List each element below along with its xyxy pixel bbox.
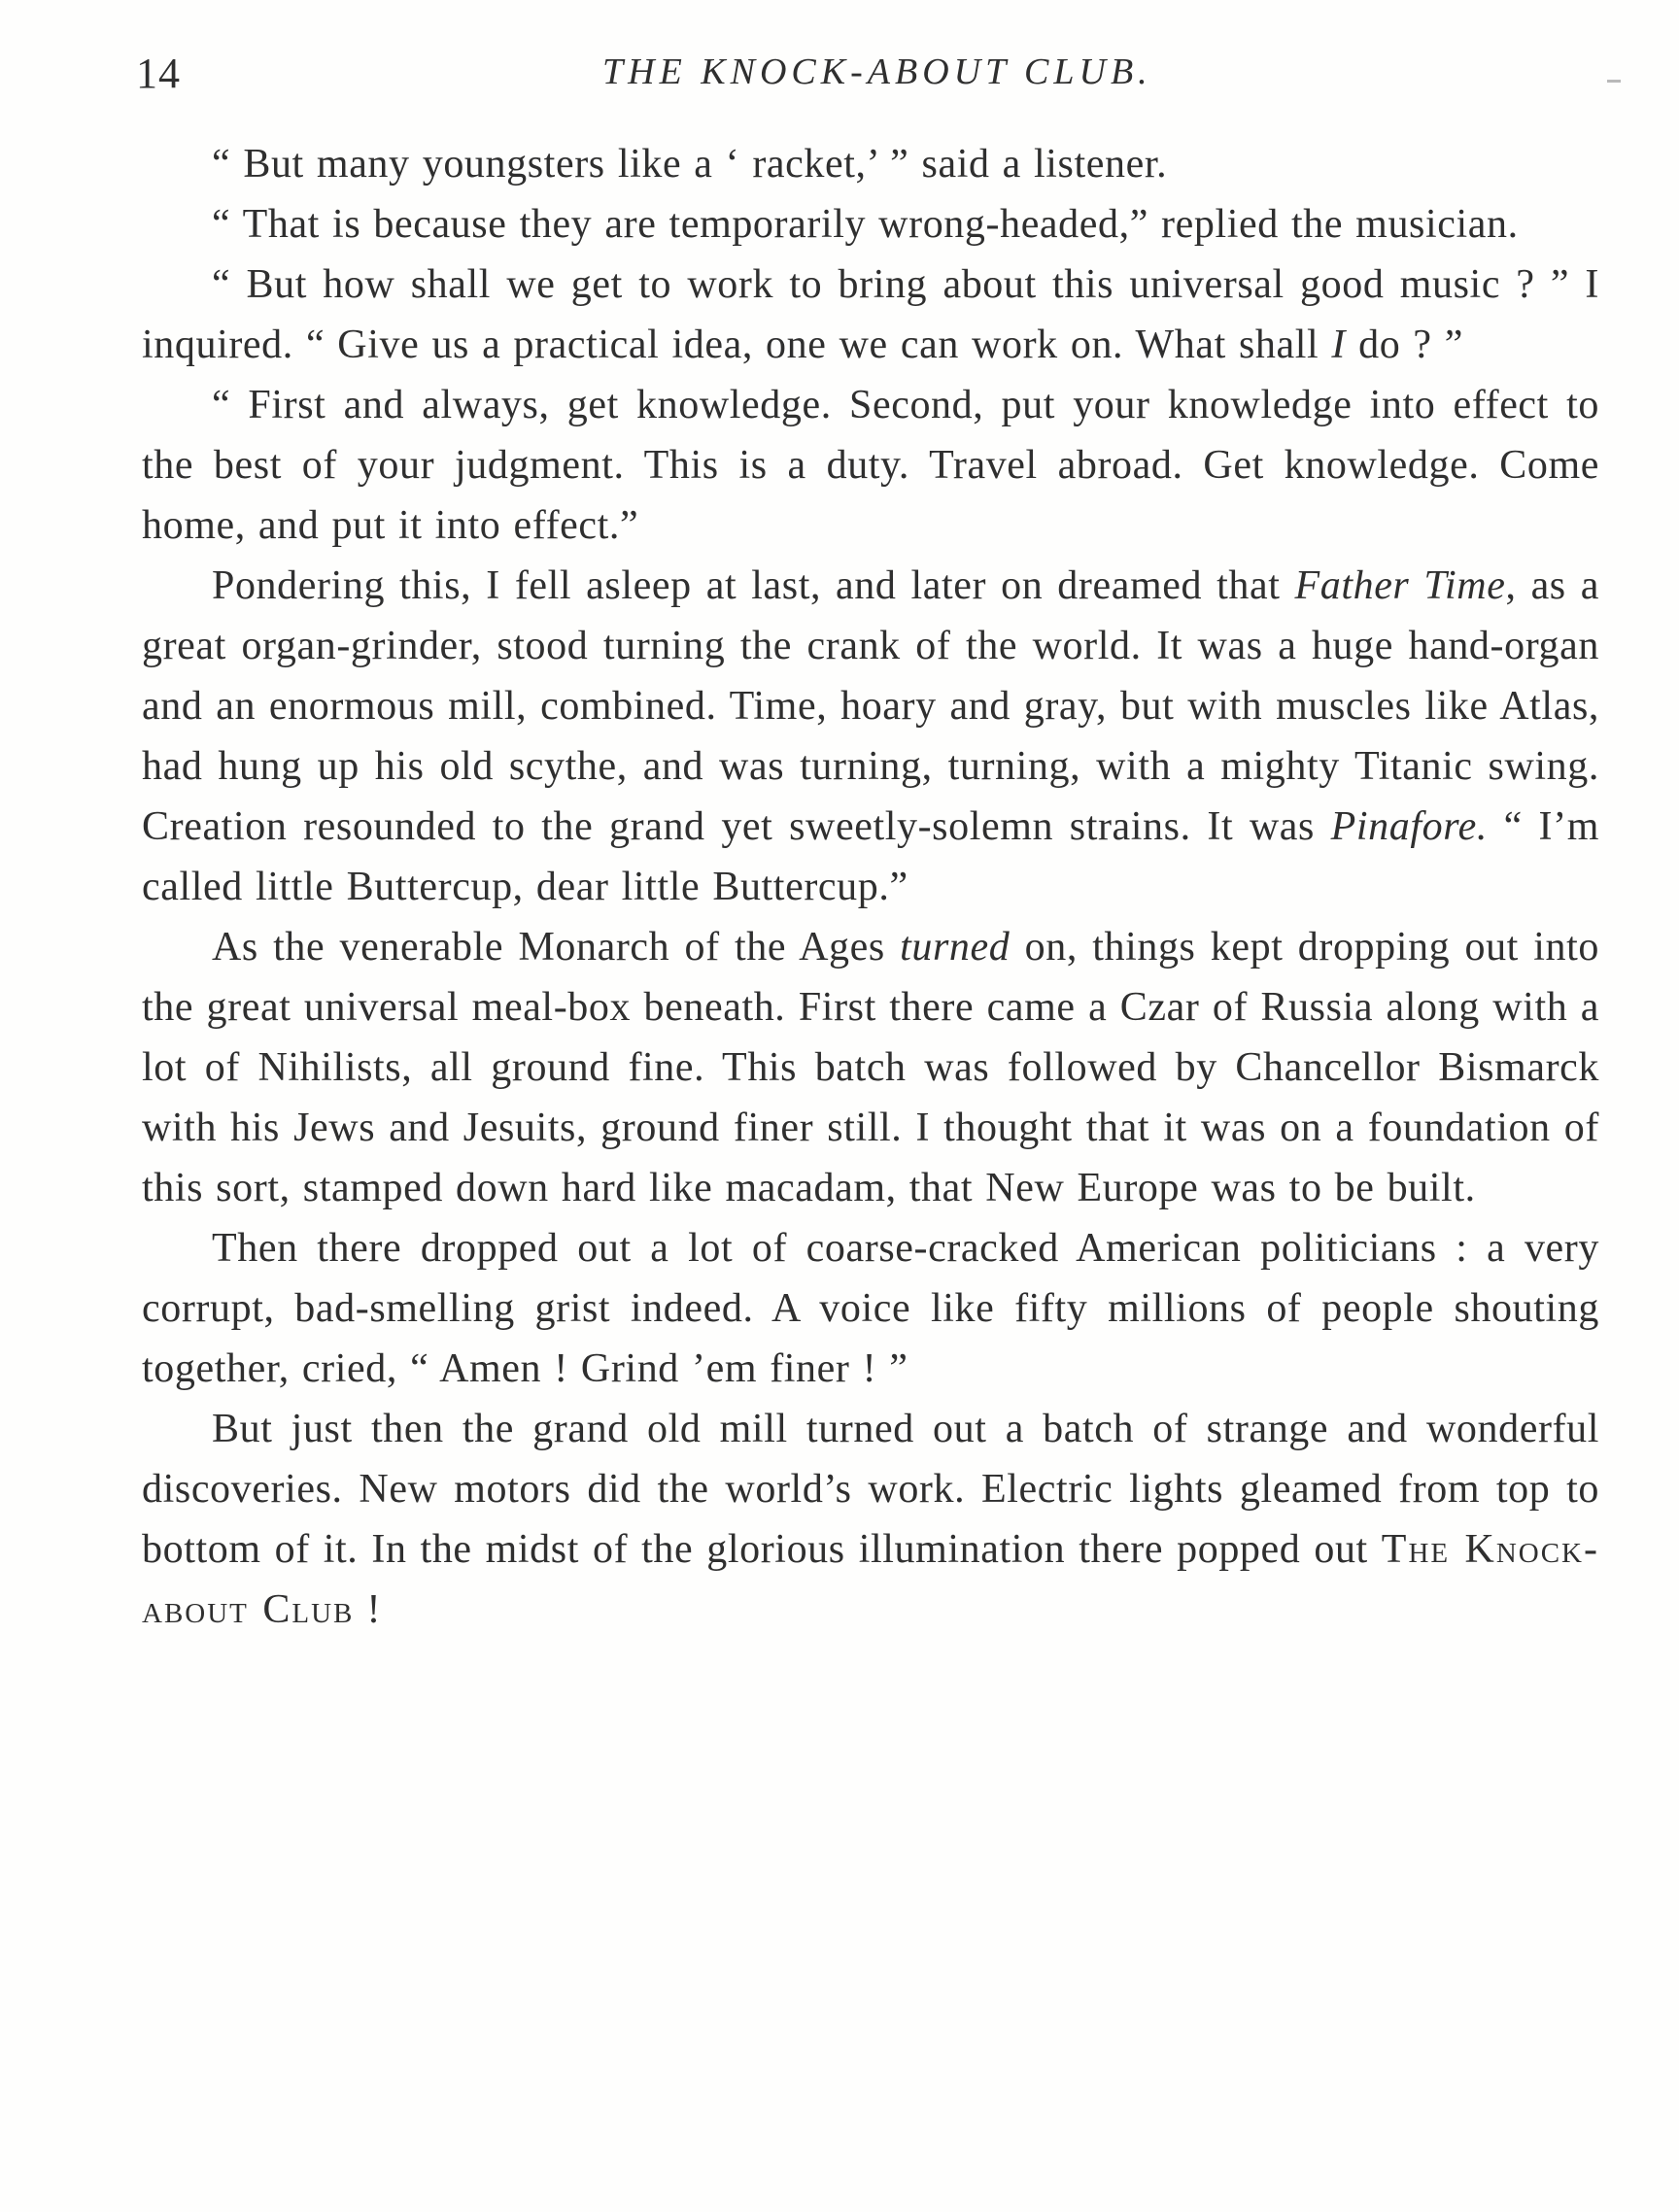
club-name: The Knock-about Club — [142, 1527, 1599, 1632]
paragraph-4: “ First and always, get knowledge. Second, put your knowledge into effect to the best of your judgment. This is a duty. Travel abroad. Get knowledge. Come home, and put it into effect.” — [142, 383, 1599, 548]
paragraph-5-rest: , as a great organ-grinder, stood turning the crank of the world. It was a huge hand-organ and an enormous mill, combined. Time, hoary and gray, but with muscles like Atlas, had hung up his old scythe, and was turning, turning, with a mighty Titanic swing. Creation resounded to the grand yet sweetly-solemn strains. It was — [142, 563, 1599, 849]
paragraph-5 — [142, 556, 1599, 917]
paragraph-1: “ But many youngsters like a ‘ racket,’ ” said a listener. — [212, 142, 1168, 187]
paragraph-6 — [142, 917, 1599, 1218]
paragraph-6-rest: on, things kept dropping out into the great universal meal-box beneath. First there came a Czar of Russia along with a lot of Nihilists, all ground fine. This batch was followed by Chancellor Bismarck with his Jews and Jesuits, ground finer still. I thought that it was on a foundation of this sort, stamped down hard like macadam, that New Europe was to be built. — [142, 925, 1599, 1210]
paragraph-3-end: do ? ” — [1358, 323, 1463, 367]
paragraph-7: Then there dropped out a lot of coarse-cracked American politicians : a very corrupt, bad-smelling grist indeed. A voice like fifty millions of people shouting together, cried, “ Amen ! Grind ’em finer ! ” — [142, 1226, 1599, 1391]
page-number: 14 — [136, 50, 181, 97]
running-title: THE KNOCK-ABOUT CLUB. — [602, 51, 1152, 92]
paragraph-6-start: As the venerable Monarch of the Ages — [212, 925, 885, 970]
paragraph-2: “ That is because they are temporarily wrong-headed,” replied the musician. — [212, 202, 1519, 247]
paragraph-8-start: But just then the grand old mill turned out a batch of strange and wonderful discoveries. New motors did the world’s work. Electric lights gleamed from top to bottom of it. In the midst of the glorious illumination there popped out — [142, 1407, 1599, 1572]
paragraph-3 — [142, 255, 1599, 375]
paragraph-5-start: Pondering this, I fell asleep at last, and later on dreamed that — [212, 563, 1281, 608]
paragraph-8 — [142, 1399, 1599, 1640]
paragraph-5-end: “ I’m called little Buttercup, dear little Buttercup.” — [142, 804, 1599, 909]
body-text — [142, 134, 1599, 1640]
paragraph-6-turned: turned — [900, 925, 1011, 970]
paragraph-5-father-time: Father Time — [1294, 563, 1506, 608]
print-blemish — [1607, 80, 1621, 83]
running-head — [136, 49, 1593, 107]
paragraph-3-emphasis: I — [1331, 323, 1346, 367]
paragraph-5-pinafore: Pinafore. — [1330, 804, 1488, 849]
paragraph-3-text: “ But how shall we get to work to bring about this universal good music ? ” I inquired. “ Give us a practical idea, one we can work on. What shall — [142, 262, 1599, 367]
paragraph-8-end: ! — [366, 1587, 382, 1632]
